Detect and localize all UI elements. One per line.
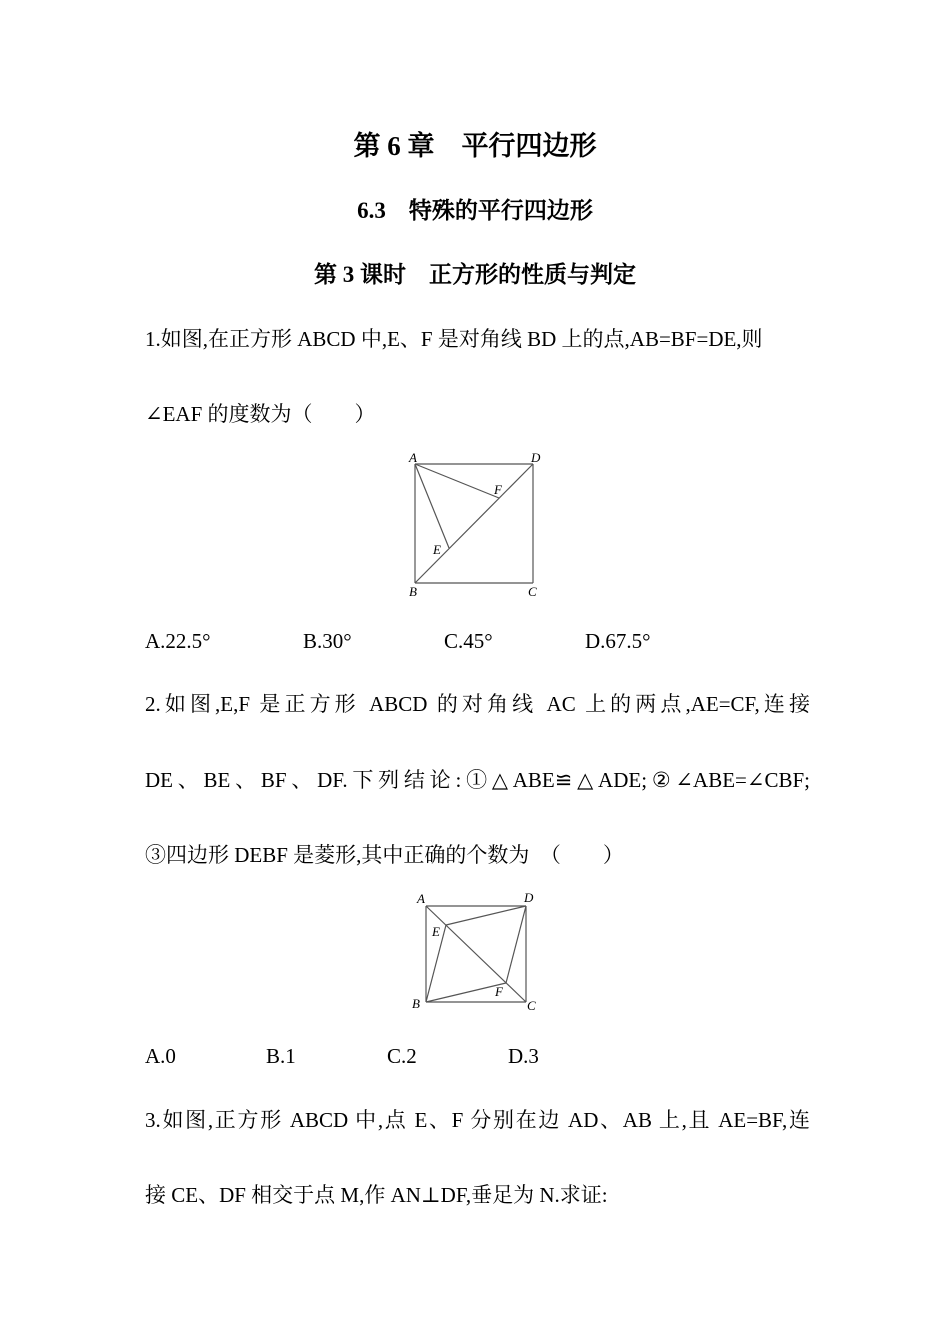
q1-label-c: C — [528, 584, 537, 599]
q1-label-b: B — [409, 584, 417, 599]
q2-segment-df — [506, 906, 526, 983]
q2-text-line-1: 2.如图,E,F 是正方形 ABCD 的对角线 AC 上的两点,AE=CF,连接 — [145, 692, 810, 716]
q2-diagonal-ac — [426, 906, 526, 1002]
q1-option-d[interactable]: D.67.5° — [585, 629, 651, 653]
q1-segment-af — [415, 464, 499, 498]
q1-figure — [400, 448, 550, 603]
q2-option-a[interactable]: A.0 — [145, 1044, 176, 1068]
q3-text-line-1: 3.如图,正方形 ABCD 中,点 E、F 分别在边 AD、AB 上,且 AE=BF,连 — [145, 1108, 810, 1132]
q2-label-f: F — [495, 984, 503, 999]
q1-label-a: A — [409, 450, 417, 465]
q2-label-b: B — [412, 996, 420, 1011]
q2-text-line-3: ③四边形 DEBF 是菱形,其中正确的个数为 （ ） — [145, 843, 624, 867]
q2-label-a: A — [417, 891, 425, 906]
q1-text-line-1: 1.如图,在正方形 ABCD 中,E、F 是对角线 BD 上的点,AB=BF=DE,则 — [145, 327, 763, 351]
q2-label-e: E — [432, 924, 440, 939]
chapter-title: 第 6 章 平行四边形 — [353, 131, 597, 161]
q2-option-c[interactable]: C.2 — [387, 1044, 417, 1068]
q1-label-f: F — [494, 482, 502, 497]
q3-text-line-2: 接 CE、DF 相交于点 M,作 AN⊥DF,垂足为 N.求证: — [145, 1183, 608, 1207]
q2-text-line-2: DE、BE、BF、DF.下列结论:①△ABE≌△ADE;②∠ABE=∠CBF; — [145, 768, 810, 792]
q1-text-line-2: ∠EAF 的度数为（ ） — [145, 402, 376, 426]
q2-figure — [406, 886, 550, 1016]
q1-diagonal-bd — [415, 464, 533, 583]
q1-option-b[interactable]: B.30° — [303, 629, 352, 653]
q2-label-d: D — [524, 890, 534, 905]
q2-segment-bf — [426, 983, 506, 1002]
q2-segment-de — [446, 906, 526, 925]
section-title: 6.3 特殊的平行四边形 — [357, 198, 593, 223]
q2-label-c: C — [527, 998, 536, 1013]
q1-option-c[interactable]: C.45° — [444, 629, 493, 653]
q1-label-d: D — [531, 450, 541, 465]
q2-option-d[interactable]: D.3 — [508, 1044, 539, 1068]
q1-option-a[interactable]: A.22.5° — [145, 629, 211, 653]
q1-segment-ae — [415, 464, 449, 548]
q1-label-e: E — [433, 542, 441, 557]
lesson-title: 第 3 课时 正方形的性质与判定 — [314, 262, 636, 287]
q2-option-b[interactable]: B.1 — [266, 1044, 296, 1068]
